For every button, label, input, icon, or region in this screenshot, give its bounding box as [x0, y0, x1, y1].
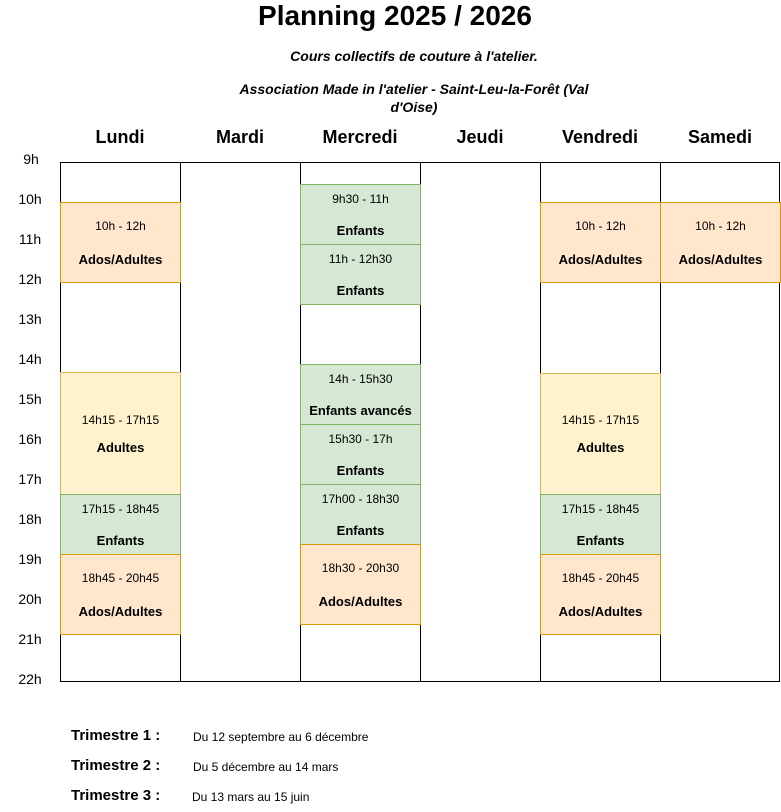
- class-time: 18h45 - 20h45: [561, 570, 640, 585]
- class-name: Ados/Adultes: [558, 251, 643, 267]
- class-time: 11h - 12h30: [328, 251, 393, 266]
- hour-label-17h: 17h: [18, 471, 42, 487]
- class-time: 14h - 15h30: [328, 371, 393, 386]
- class-time: 17h15 - 18h45: [561, 501, 640, 516]
- class-block: [60, 202, 181, 283]
- trimester-dates: Du 12 septembre au 6 décembre: [193, 730, 369, 744]
- class-block: [60, 554, 181, 635]
- class-time: 18h30 - 20h30: [321, 560, 400, 575]
- class-block: [300, 184, 421, 245]
- class-time: 14h15 - 17h15: [561, 413, 640, 427]
- class-block: [60, 372, 181, 495]
- class-name: Ados/Adultes: [78, 603, 163, 619]
- class-name: Enfants avancés: [309, 402, 412, 418]
- page-title: Planning 2025 / 2026: [258, 0, 532, 31]
- day-header-lundi: Lundi: [95, 127, 145, 147]
- trimester-dates: Du 5 décembre au 14 mars: [193, 760, 339, 774]
- class-time: 17h15 - 18h45: [81, 501, 160, 516]
- class-name: Enfants: [336, 222, 385, 238]
- class-block: [540, 373, 661, 495]
- day-header-vendredi: Vendredi: [561, 127, 639, 147]
- class-block: [660, 202, 781, 283]
- page-subtitle: Cours collectifs de couture à l'atelier.: [290, 48, 538, 64]
- class-name: Enfants: [336, 522, 385, 538]
- trimester-dates: Du 13 mars au 15 juin: [192, 790, 310, 804]
- trimester-label: Trimestre 2 :: [71, 757, 161, 774]
- class-time: 10h - 12h: [95, 218, 146, 233]
- class-time: 9h30 - 11h: [332, 191, 389, 206]
- hour-label-13h: 13h: [18, 311, 42, 327]
- class-block: [300, 544, 421, 625]
- class-name: Ados/Adultes: [78, 251, 163, 267]
- hour-label-22h: 22h: [18, 671, 42, 687]
- class-time: 18h45 - 20h45: [81, 570, 160, 585]
- class-block: [540, 494, 661, 555]
- trimester-label: Trimestre 1 :: [71, 727, 161, 744]
- day-header-samedi: Samedi: [687, 127, 753, 147]
- class-name: Enfants: [96, 532, 145, 548]
- hour-label-10h: 10h: [18, 191, 42, 207]
- class-block: [540, 554, 661, 635]
- hour-label-21h: 21h: [18, 631, 42, 647]
- class-block: [300, 484, 421, 545]
- hour-label-14h: 14h: [18, 351, 42, 367]
- class-block: [300, 244, 421, 305]
- day-header-mercredi: Mercredi: [322, 127, 398, 147]
- hour-label-15h: 15h: [18, 391, 42, 407]
- class-name: Adultes: [576, 440, 625, 455]
- class-time: 17h00 - 18h30: [321, 491, 400, 506]
- hour-label-9h: 9h: [23, 151, 39, 167]
- hour-label-18h: 18h: [18, 511, 42, 527]
- class-time: 10h - 12h: [695, 218, 746, 233]
- class-block: [300, 424, 421, 485]
- class-block: [60, 494, 181, 555]
- class-name: Adultes: [96, 439, 145, 455]
- hour-label-19h: 19h: [18, 551, 42, 567]
- class-name: Enfants: [336, 462, 385, 478]
- class-block: [300, 364, 421, 425]
- day-header-jeudi: Jeudi: [456, 127, 504, 147]
- class-time: 14h15 - 17h15: [81, 412, 160, 427]
- hour-label-16h: 16h: [18, 431, 42, 447]
- hour-label-20h: 20h: [18, 591, 42, 607]
- class-name: Ados/Adultes: [558, 603, 643, 619]
- class-time: 15h30 - 17h: [328, 431, 393, 446]
- class-time: 10h - 12h: [575, 218, 626, 233]
- association-name: Association Made in l'atelier - Saint-Leu-la-Forêt (Val d'Oise): [239, 81, 589, 115]
- hour-label-12h: 12h: [18, 271, 42, 287]
- class-name: Enfants: [576, 532, 625, 548]
- class-name: Ados/Adultes: [678, 251, 763, 267]
- class-name: Ados/Adultes: [318, 593, 403, 609]
- class-block: [540, 202, 661, 283]
- day-header-mardi: Mardi: [215, 127, 264, 147]
- trimester-label: Trimestre 3 :: [71, 787, 161, 804]
- hour-label-11h: 11h: [18, 231, 42, 247]
- class-name: Enfants: [336, 282, 385, 298]
